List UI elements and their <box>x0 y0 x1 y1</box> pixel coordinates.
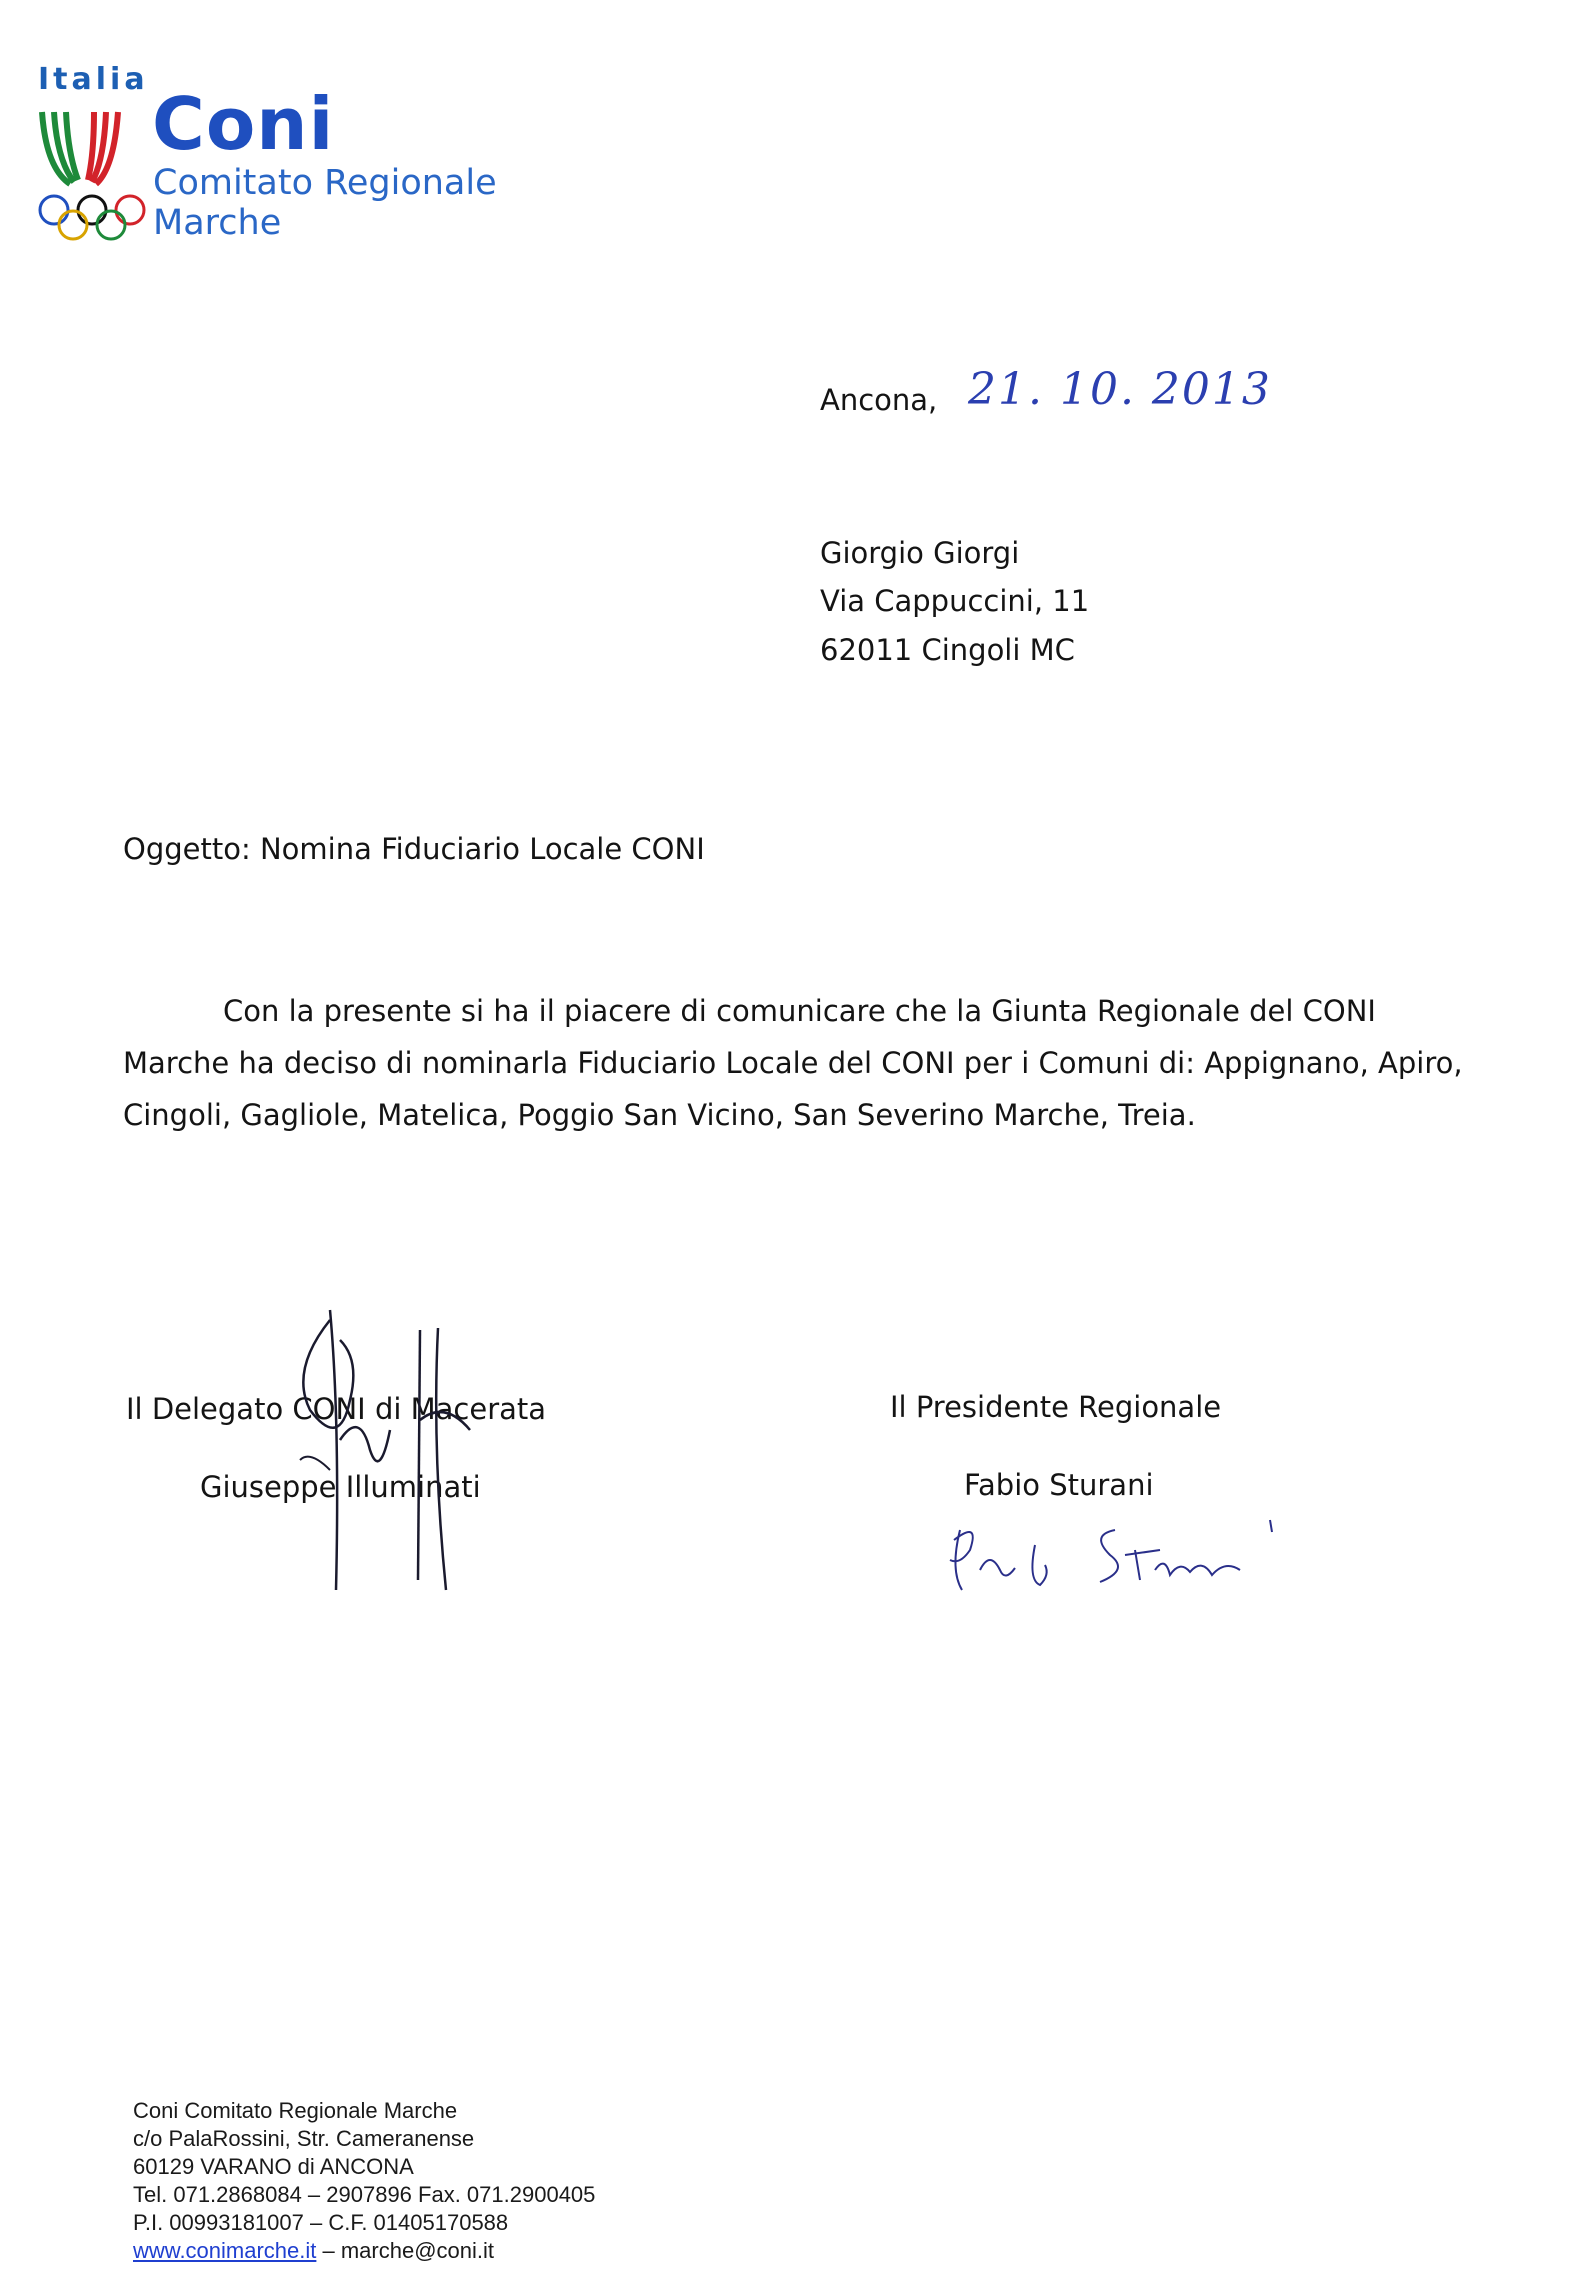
signatory-left-name: Giuseppe Illuminati <box>200 1470 481 1504</box>
footer-phone: Tel. 071.2868084 – 2907896 Fax. 071.2900405 <box>133 2182 596 2207</box>
signatory-left-role: Il Delegato CONI di Macerata <box>126 1392 547 1426</box>
olympic-rings-icon <box>36 192 148 244</box>
letter-place: Ancona, <box>820 383 938 417</box>
letter-subject: Oggetto: Nomina Fiduciario Locale CONI <box>123 832 705 866</box>
letter-body: Con la presente si ha il piacere di comunicare che la Giunta Regionale del CONI Marche ha deciso di nominarla Fiduciario Locale del CONI per i Comuni di: Appignano, Apiro, Cingoli, Gagliole, Matelica, Poggio San Vicino, San Severino Marche, Treia. <box>123 994 1463 1132</box>
signature-left-handwriting <box>270 1300 510 1610</box>
logo-coni-text: Coni <box>152 82 335 166</box>
recipient-name: Giorgio Giorgi <box>820 536 1020 570</box>
signatory-right-role: Il Presidente Regionale <box>890 1390 1222 1424</box>
logo-marche-text: Marche <box>153 203 282 243</box>
logo-italia-text: Italia <box>38 62 149 97</box>
footer-city: 60129 VARANO di ANCONA <box>133 2154 414 2179</box>
recipient-city: 62011 Cingoli MC <box>820 633 1075 667</box>
website-link[interactable]: www.conimarche.it <box>133 2238 317 2263</box>
recipient-street: Via Cappuccini, 11 <box>820 584 1090 618</box>
footer-org: Coni Comitato Regionale Marche <box>133 2098 458 2123</box>
coni-flag-icon <box>36 108 140 188</box>
signature-right-handwriting <box>940 1510 1320 1600</box>
signatory-right-name: Fabio Sturani <box>964 1468 1154 1502</box>
logo-comitato-text: Comitato Regionale <box>153 163 497 203</box>
footer-contacts <box>133 2238 494 2264</box>
footer-email: – marche@coni.it <box>316 2238 495 2263</box>
footer-tax-ids: P.I. 00993181007 – C.F. 01405170588 <box>133 2210 509 2235</box>
footer-address: c/o PalaRossini, Str. Cameranense <box>133 2126 475 2151</box>
handwritten-date: 21. 10. 2013 <box>968 364 1272 415</box>
